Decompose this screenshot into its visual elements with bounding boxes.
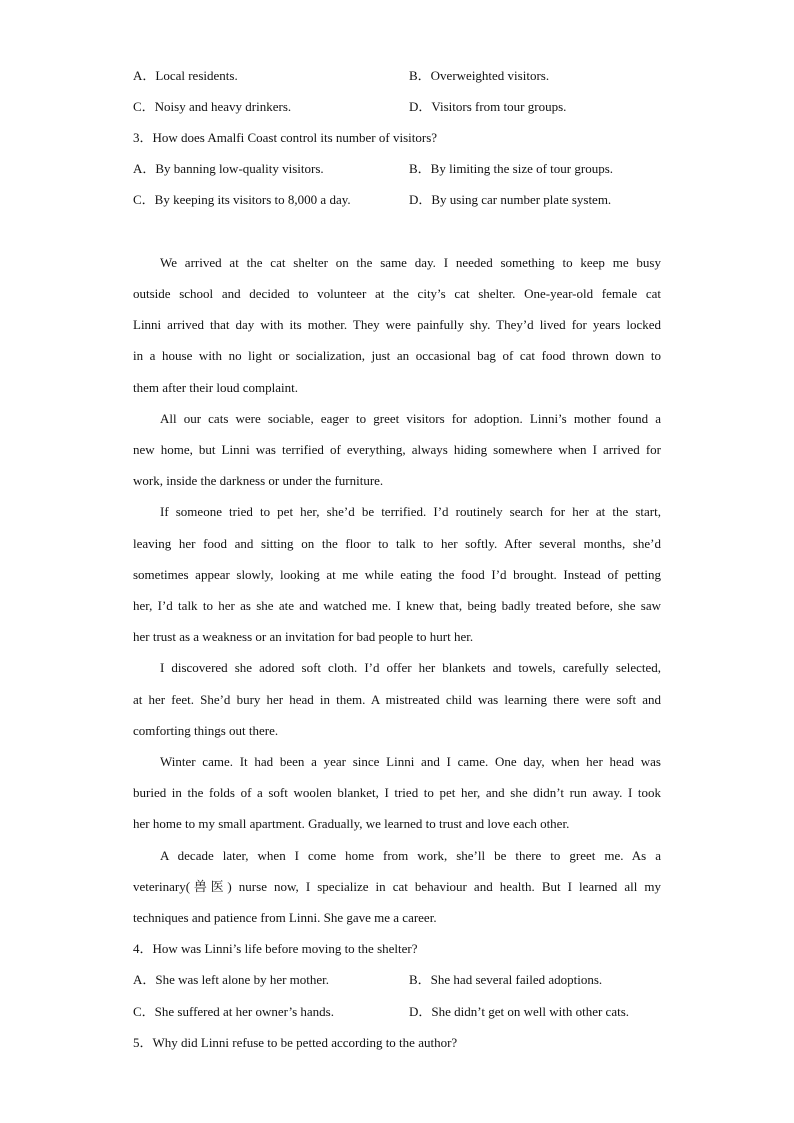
passage-line: If someone tried to pet her, she’d be terrified. I’d routinely search for her at the start, — [160, 504, 661, 519]
q4-option-a: A．She was left alone by her mother. — [133, 972, 330, 987]
q3-option-c: C．By keeping its visitors to 8,000 a day. — [133, 192, 351, 207]
q4-option-b: B．She had several failed adoptions. — [409, 972, 603, 987]
passage-line: All our cats were sociable, eager to greet visitors for adoption. Linni’s mother found a — [160, 411, 661, 426]
passage-line: work, inside the darkness or under the furniture. — [133, 473, 384, 488]
passage-line: Winter came. It had been a year since Linni and I came. One day, when her head was — [160, 754, 661, 769]
passage-line: them after their loud complaint. — [133, 380, 298, 395]
passage-line: techniques and patience from Linni. She gave me a career. — [133, 910, 437, 925]
q5-stem: 5．Why did Linni refuse to be petted according to the author? — [133, 1035, 458, 1050]
q2-option-d: D．Visitors from tour groups. — [409, 99, 567, 114]
q4-option-c: C．She suffered at her owner’s hands. — [133, 1004, 334, 1019]
passage-line: buried in the folds of a soft woolen blanket, I tried to pet her, and she didn’t run away. I took — [133, 785, 661, 800]
passage-line: outside school and decided to volunteer at the city’s cat shelter. One-year-old female cat — [133, 286, 661, 301]
q2-option-c: C．Noisy and heavy drinkers. — [133, 99, 292, 114]
passage-line: at her feet. She’d bury her head in them. A mistreated child was learning there were soft and — [133, 692, 661, 707]
q2-option-a: A．Local residents. — [133, 68, 238, 83]
passage-line: her, I’d talk to her as she ate and watched me. I knew that, being badly treated before, she saw — [133, 598, 661, 613]
passage-line: I discovered she adored soft cloth. I’d offer her blankets and towels, carefully selected, — [160, 660, 661, 675]
q2-option-b: B．Overweighted visitors. — [409, 68, 550, 83]
q3-stem: 3．How does Amalfi Coast control its number of visitors? — [133, 130, 438, 145]
q3-option-b: B．By limiting the size of tour groups. — [409, 161, 614, 176]
q4-option-d: D．She didn’t get on well with other cats. — [409, 1004, 630, 1019]
passage-line: We arrived at the cat shelter on the same day. I needed something to keep me busy — [160, 255, 661, 270]
passage-line: her trust as a weakness or an invitation for bad people to hurt her. — [133, 629, 474, 644]
q3-option-a: A．By banning low-quality visitors. — [133, 161, 324, 176]
passage-line: A decade later, when I come home from work, she’ll be there to greet me. As a — [160, 848, 661, 863]
passage-line: sometimes appear slowly, looking at me while eating the food I’d brought. Instead of petting — [133, 567, 661, 582]
q4-stem: 4．How was Linni’s life before moving to the shelter? — [133, 941, 418, 956]
passage-line: in a house with no light or socialization, just an occasional bag of cat food thrown down to — [133, 348, 661, 363]
passage-line: Linni arrived that day with its mother. They were painfully shy. They’d lived for years locked — [133, 317, 661, 332]
passage-line: comforting things out there. — [133, 723, 279, 738]
passage-line: leaving her food and sitting on the floor to talk to her softly. After several months, she’d — [133, 536, 661, 551]
passage-line: her home to my small apartment. Gradually, we learned to trust and love each other. — [133, 816, 570, 831]
q3-option-d: D．By using car number plate system. — [409, 192, 612, 207]
passage-line: veterinary(兽医) nurse now, I specialize in cat behaviour and health. But I learned all my — [133, 879, 661, 894]
passage-line: new home, but Linni was terrified of everything, always hiding somewhere when I arrived for — [133, 442, 661, 457]
